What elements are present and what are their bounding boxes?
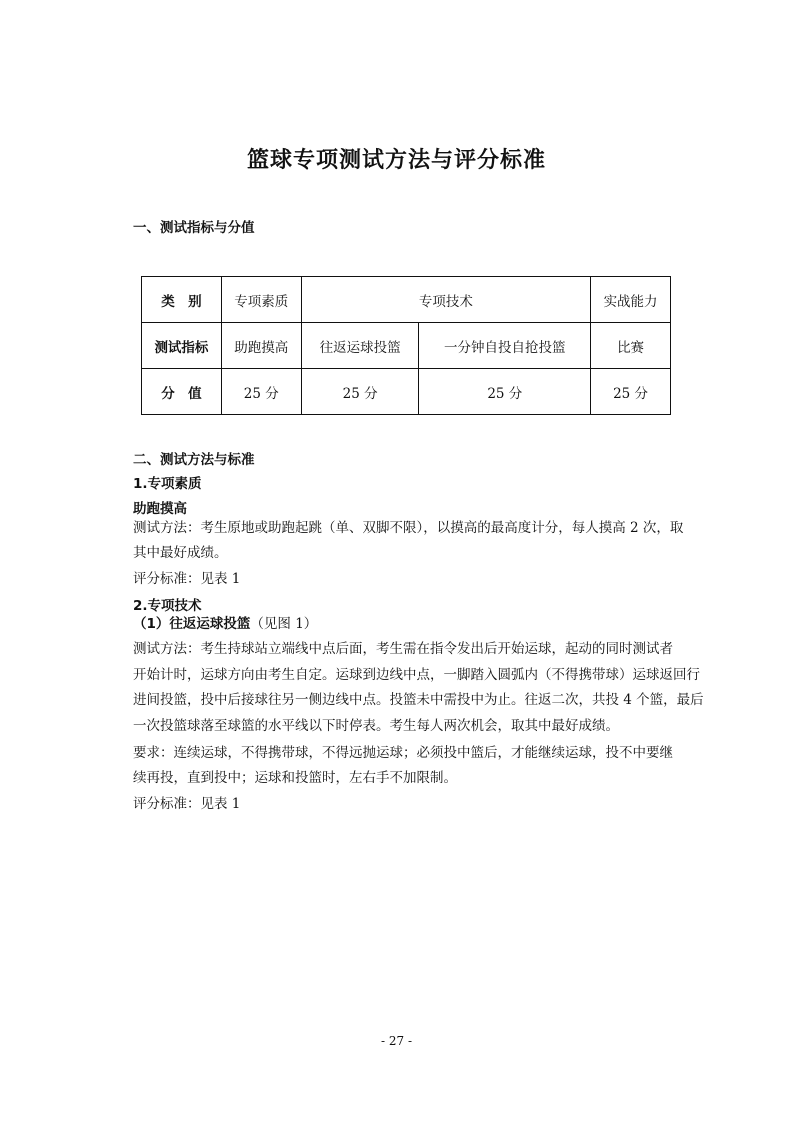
table-cell: 25 分 (419, 369, 591, 415)
sub2-method-line: 开始计时，运球方向由考生自定。运球到边线中点，一脚踏入圆弧内（不得携带球）运球返回行 (133, 667, 700, 683)
section1-heading: 一、测试指标与分值 (133, 220, 255, 236)
sub2-requirement-line: 续再投，直到投中；运球和投篮时，左右手不加限制。 (133, 770, 457, 786)
sub2-requirement-line: 要求：连续运球，不得携带球，不得远抛运球；必须投中篮后，才能继续运球，投不中要继 (133, 745, 673, 761)
sub1-heading: 1.专项素质 (133, 476, 202, 492)
sub2-standard: 评分标准：见表 1 (133, 796, 241, 812)
sub2-method-line: 测试方法：考生持球站立端线中点后面，考生需在指令发出后开始运球，起动的同时测试者 (133, 641, 673, 657)
sub2-heading: 2.专项技术 (133, 598, 202, 614)
table-row (142, 277, 671, 323)
sub1-method-line2: 其中最好成绩。 (133, 545, 228, 561)
table-cell: 比赛 (591, 323, 671, 369)
sub1-standard: 评分标准：见表 1 (133, 571, 241, 587)
score-table (141, 276, 671, 415)
table-cell: 一分钟自投自抢投篮 (419, 323, 591, 369)
table-cell: 25 分 (221, 369, 301, 415)
table-cell: 专项素质 (221, 277, 301, 323)
table-cell: 25 分 (301, 369, 419, 415)
table-cell: 往返运球投篮 (301, 323, 419, 369)
sub2-method-line: 进间投篮，投中后接球往另一侧边线中点。投篮未中需投中为止。往返二次，共投 4 个篮，最后 (133, 692, 704, 708)
table-row (142, 369, 671, 415)
table-cell: 专项技术 (301, 277, 590, 323)
sub1-method-line1: 测试方法：考生原地或助跑起跳（单、双脚不限），以摸高的最高度计分，每人摸高 2 次，取 (133, 520, 684, 536)
table-cell: 实战能力 (591, 277, 671, 323)
sub2-method-line: 一次投篮球落至球篮的水平线以下时停表。考生每人两次机会，取其中最好成绩。 (133, 718, 619, 734)
page-title: 篮球专项测试方法与评分标准 (246, 147, 546, 173)
table-row-label-score: 分 值 (142, 369, 222, 415)
sub2-item-heading: （1）往返运球投篮 (133, 616, 251, 632)
page-number: - 27 - (380, 1034, 412, 1048)
table-cell: 助跑摸高 (221, 323, 301, 369)
section2-heading: 二、测试方法与标准 (133, 452, 255, 468)
table-row-label-indicator: 测试指标 (142, 323, 222, 369)
sub1-item-heading: 助跑摸高 (133, 501, 187, 517)
table-cell: 25 分 (591, 369, 671, 415)
table-row (142, 323, 671, 369)
table-row-label-category: 类 别 (142, 277, 222, 323)
sub2-item-note: （见图 1） (250, 616, 318, 632)
sub2-item-heading-line (133, 611, 317, 637)
